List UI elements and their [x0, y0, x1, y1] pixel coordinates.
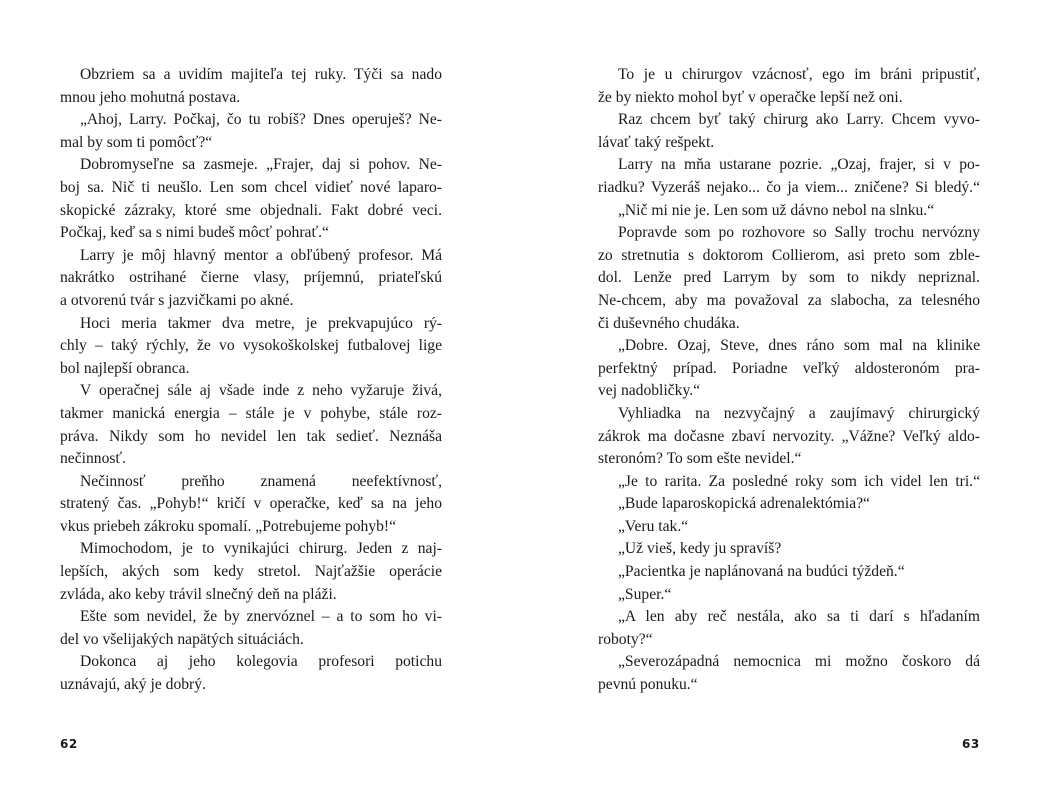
text-line: že by niekto mohol byť v operačke lepší než oni. — [598, 88, 903, 106]
text-line: steronóm? To som ešte nevidel.“ — [598, 450, 802, 468]
text-line: Dokonca aj jeho kolegovia profesori potichu — [80, 653, 442, 671]
text-line: vkus priebeh zákroku spomalí. „Potrebujeme pohyb!“ — [60, 517, 397, 535]
text-line: Dobromyseľne sa zasmeje. „Frajer, daj si pohov. Ne- — [80, 156, 442, 174]
text-line: Popravde som po rozhovore so Sally trochu nervózny — [618, 224, 980, 242]
text-line: To je u chirurgov vzácnosť, ego im bráni pripustiť, — [618, 66, 980, 83]
text-line: práva. Nikdy som ho nevidel len tak sedieť. Neznáša — [60, 427, 442, 445]
text-line: lepších, akých som kedy stretol. Najťažšie operácie — [60, 563, 442, 581]
text-line: Raz chcem byť taký chirurg ako Larry. Chcem vyvo- — [618, 111, 980, 129]
text-line: zákrok ma dočasne zbaví nervozity. „Vážne? Veľký aldo- — [598, 427, 980, 445]
text-line: V operačnej sále aj všade inde z neho vyžaruje živá, — [80, 382, 442, 400]
right-page-number: 63 — [962, 737, 980, 751]
text-line: „Je to rarita. Za posledné roky som ich videl len tri.“ — [618, 472, 980, 490]
text-line: perfektný prípad. Poriadne veľký aldosteronóm pra- — [598, 359, 980, 377]
text-line: „Bude laparoskopická adrenalektómia?“ — [618, 495, 870, 513]
text-line: uznávajú, aký je dobrý. — [60, 676, 206, 694]
text-line: stratený čas. „Pohyb!“ kričí v operačke, keď sa na jeho — [60, 495, 442, 513]
text-line: mal by som ti pomôcť?“ — [60, 133, 213, 151]
text-line: „A len aby reč nestála, ako sa ti darí s hľadaním — [618, 608, 980, 626]
text-line: del vo všelijakých napätých situáciách. — [60, 630, 304, 648]
text-line: Vyhliadka na nezvyčajný a zaujímavý chirurgický — [618, 404, 980, 422]
text-line: Ne-chcem, aby ma považoval za slabocha, za telesného — [598, 291, 980, 309]
text-line: Počkaj, keď sa s nimi budeš môcť pohrať.“ — [60, 224, 329, 242]
left-page-text — [60, 64, 442, 697]
text-line: Nečinnosť preňho znamená neefektívnosť, — [80, 472, 442, 490]
text-line: „Super.“ — [618, 585, 672, 603]
text-line: bol najlepší obranca. — [60, 359, 190, 377]
text-line: Ešte som nevidel, že by znervóznel – a to som ho vi- — [80, 608, 442, 626]
text-line: vej nadobličky.“ — [598, 382, 701, 400]
text-line: „Pacientka je naplánovaná na budúci týždeň.“ — [618, 563, 905, 581]
text-line: a otvorenú tvár s jazvičkami po akné. — [60, 291, 294, 309]
text-line: nakrátko ostrihané čierne vlasy, príjemnú, priateľskú — [60, 269, 442, 287]
text-line: takmer manická energia – stále je v pohybe, stále roz- — [60, 404, 442, 422]
text-line: riadku? Vyzeráš nejako... čo ja viem... zničene? Si bledý.“ — [598, 178, 980, 196]
text-line: boj sa. Nič ti neušlo. Len som chcel vidieť nové laparo- — [60, 178, 442, 196]
left-page-number: 62 — [60, 737, 78, 751]
text-line: lávať taký rešpekt. — [598, 133, 715, 151]
text-line: zo stretnutia s doktorom Collierom, asi preto som zble- — [598, 246, 980, 264]
text-line: „Dobre. Ozaj, Steve, dnes ráno som mal na klinike — [618, 337, 980, 355]
text-line: Mimochodom, je to vynikajúci chirurg. Jeden z naj- — [80, 540, 442, 558]
text-line: „Nič mi nie je. Len som už dávno nebol na slnku.“ — [618, 201, 935, 219]
text-line: „Ahoj, Larry. Počkaj, čo tu robíš? Dnes operuješ? Ne- — [80, 111, 442, 129]
text-line: Larry je môj hlavný mentor a obľúbený profesor. Má — [80, 246, 442, 264]
text-line: roboty?“ — [598, 630, 653, 648]
text-line: nečinnosť. — [60, 450, 126, 468]
text-line: pevnú ponuku.“ — [598, 676, 698, 694]
text-line: chly – taký rýchly, že vo vysokoškolskej futbalovej lige — [60, 337, 442, 355]
text-line: zvláda, ako keby trávil slnečný deň na pláži. — [60, 585, 337, 603]
text-line: „Severozápadná nemocnica mi možno čoskoro dá — [618, 653, 980, 671]
text-line: dol. Lenže pred Larrym by som to nikdy nepriznal. — [598, 269, 980, 287]
text-line: „Už vieš, kedy ju spravíš? — [618, 540, 782, 558]
text-line: či duševného chudáka. — [598, 314, 740, 332]
right-page-text — [598, 64, 980, 697]
text-line: skopické zázraky, ktoré sme objednali. Fakt dobré veci. — [60, 201, 442, 219]
text-line: Hoci meria takmer dva metre, je prekvapujúco rý- — [80, 314, 442, 332]
text-line: Larry na mňa ustarane pozrie. „Ozaj, frajer, si v po- — [618, 156, 980, 174]
text-line: Obzriem sa a uvidím majiteľa tej ruky. Týči sa nado — [80, 66, 442, 83]
text-line: „Veru tak.“ — [618, 517, 689, 535]
text-line: mnou jeho mohutná postava. — [60, 88, 241, 106]
